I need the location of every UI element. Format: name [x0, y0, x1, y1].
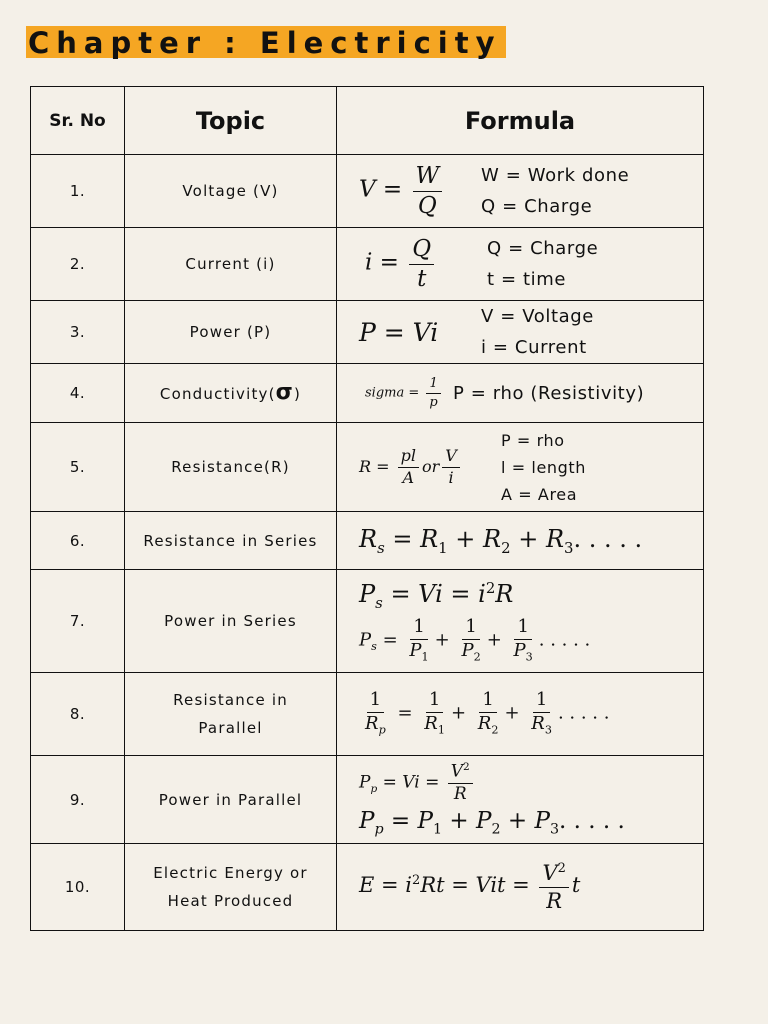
- formula-cell: [337, 570, 704, 673]
- sr-no: 9.: [31, 756, 125, 844]
- topic: [125, 364, 337, 423]
- table-row: [31, 673, 704, 756]
- note: W = Work done: [481, 165, 630, 186]
- sr-no: 1.: [31, 155, 125, 228]
- note: P = rho (Resistivity): [453, 382, 645, 404]
- sr-no: 10.: [31, 844, 125, 931]
- sr-no: 8.: [31, 673, 125, 756]
- header-formula: Formula: [337, 87, 704, 155]
- table-row: [31, 844, 704, 931]
- sr-no: 3.: [31, 301, 125, 364]
- formula-power-series-2: $P_s$ = $\frac{1}{P_1}$ + $\frac{1}{P_2}$ + $\frac{1}{P_3}$ . . . . .: [359, 615, 591, 664]
- header-topic: Topic: [125, 87, 337, 155]
- table-row: [31, 756, 704, 844]
- topic: Power (P): [125, 301, 337, 364]
- notes: [487, 233, 598, 295]
- formula-cell: [337, 673, 704, 756]
- topic-line: Electric Energy or: [153, 864, 308, 882]
- formula-cell: [337, 364, 704, 423]
- formula-power-parallel-1: $P_p = Vi$ = $\frac{V^2}{R}$: [359, 762, 625, 804]
- note: Q = Charge: [487, 238, 599, 259]
- sr-no: 7.: [31, 570, 125, 673]
- notes: [501, 427, 586, 508]
- table-header-row: [31, 87, 704, 155]
- note: l = length: [501, 457, 587, 477]
- notes: [481, 160, 629, 222]
- formula-power-parallel-2: $P_p = P_1 + P_2 + P_3$. . . . .: [359, 807, 625, 838]
- formula-cell: [337, 512, 704, 570]
- formula-conductivity: sigma = $\frac{1}{p}$: [365, 377, 453, 409]
- table-row: [31, 155, 704, 228]
- formula-cell: [337, 228, 704, 301]
- notes: [453, 378, 644, 409]
- formula-power-series-1: $P_s = Vi = i^2R$: [359, 579, 514, 612]
- formula-cell: [337, 756, 704, 844]
- topic: Resistance in Series: [125, 512, 337, 570]
- formula-cell: [337, 301, 704, 364]
- notes: [481, 301, 594, 363]
- formula-resistance-parallel: $\frac{1}{R_p}$ = $\frac{1}{R_1}$ + $\frac{1}{R_2}$ + $\frac{1}{R_3}$ . . . . .: [365, 689, 610, 737]
- sr-no: 6.: [31, 512, 125, 570]
- table-row: [31, 228, 704, 301]
- table-row: [31, 364, 704, 423]
- formula-current: i = $\frac{Q}{t}$: [359, 237, 487, 290]
- header-sr-no: Sr. No: [31, 87, 125, 155]
- topic: [125, 673, 337, 756]
- topic: Voltage (V): [125, 155, 337, 228]
- sr-no: 5.: [31, 423, 125, 512]
- formula-voltage: V = $\frac{W}{Q}$: [359, 164, 481, 217]
- or-word: or: [422, 456, 440, 476]
- note: P = rho: [501, 430, 565, 450]
- formula-power: P = Vi: [359, 317, 439, 347]
- topic: Resistance(R): [125, 423, 337, 512]
- table-row: [31, 512, 704, 570]
- formula-cell: [337, 423, 704, 512]
- table-row: [31, 301, 704, 364]
- topic-line: Resistance in: [173, 691, 288, 709]
- formula-resistance: R = $\frac{pl}{A}$ or $\frac{V}{i}$: [359, 448, 501, 487]
- topic-text: Conductivity(: [159, 384, 276, 403]
- formula-electric-energy: $E = i^2Rt$ = Vit = $\frac{V^2}{R}$ t: [359, 861, 581, 913]
- topic-end: ): [294, 384, 302, 403]
- table-row: [31, 423, 704, 512]
- topic: [125, 844, 337, 931]
- formula-table: [30, 86, 704, 931]
- sigma-word: sigma: [365, 385, 405, 401]
- sigma-symbol: σ: [275, 379, 295, 405]
- formula-cell: [337, 844, 704, 931]
- formula-cell: [337, 155, 704, 228]
- topic-line: Heat Produced: [167, 892, 294, 910]
- page-title: Chapter : Electricity: [26, 26, 506, 58]
- topic: Power in Parallel: [125, 756, 337, 844]
- sr-no: 4.: [31, 364, 125, 423]
- note: t = time: [487, 269, 567, 290]
- note: Q = Charge: [481, 196, 593, 217]
- note: i = Current: [481, 337, 587, 358]
- topic-line: Parallel: [198, 719, 263, 737]
- note: V = Voltage: [481, 306, 594, 327]
- note: A = Area: [501, 484, 578, 504]
- topic: Current (i): [125, 228, 337, 301]
- sr-no: 2.: [31, 228, 125, 301]
- formula-resistance-series: $R_s = R_1 + R_2 + R_3$. . . . .: [359, 524, 643, 557]
- table-row: [31, 570, 704, 673]
- topic: Power in Series: [125, 570, 337, 673]
